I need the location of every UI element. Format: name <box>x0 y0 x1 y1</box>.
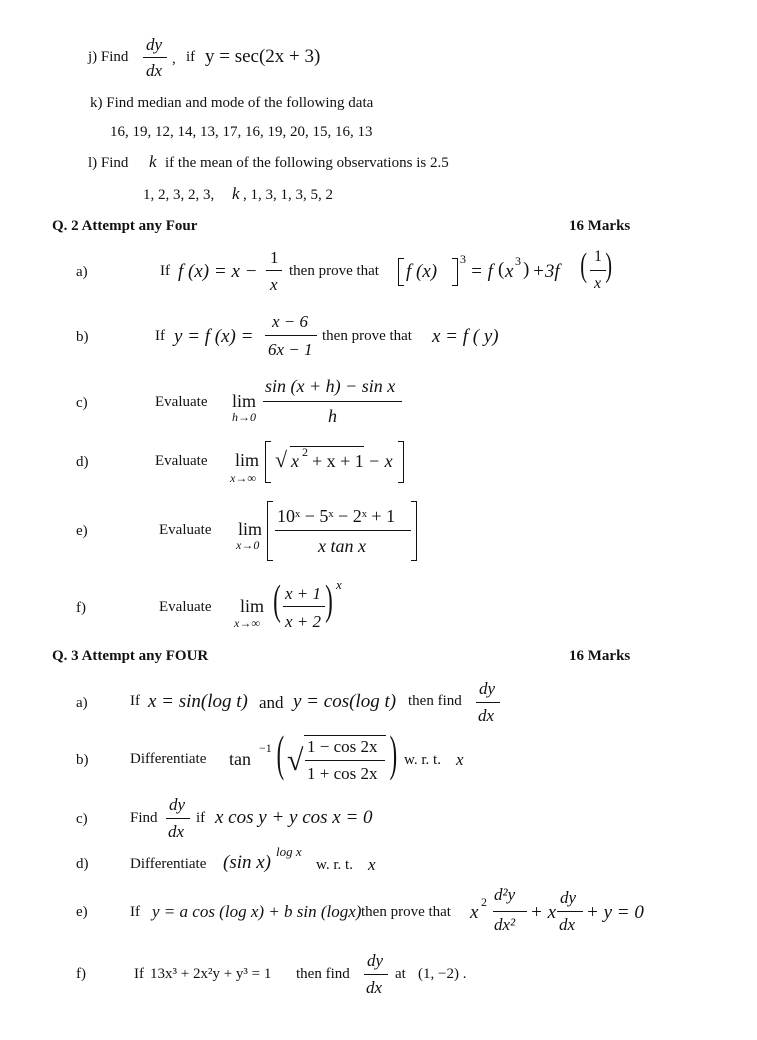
paren-open: ( <box>273 578 281 624</box>
fraction-denominator: x <box>270 275 278 294</box>
fraction-bar <box>263 401 402 402</box>
evaluate-text: Evaluate <box>159 522 212 538</box>
if-text: if <box>186 49 196 65</box>
wrt-text: w. r. t. <box>404 752 441 768</box>
item-label: d) <box>76 856 89 872</box>
fraction-denominator: dx² <box>494 915 516 934</box>
bracket-left <box>398 258 404 286</box>
fraction-bar <box>143 57 167 58</box>
item-label: a) <box>76 695 88 711</box>
point-value: (1, −2) . <box>418 966 467 982</box>
section-heading: Q. 3 Attempt any FOUR <box>52 648 209 664</box>
fraction-denominator: 6x − 1 <box>268 340 313 359</box>
if-text: If <box>160 263 170 279</box>
item-label: c) <box>76 395 88 411</box>
fraction-denominator: x tan x <box>318 536 366 556</box>
item-label: e) <box>76 904 88 920</box>
fraction-bar <box>364 974 388 975</box>
fraction-denominator: dx <box>168 822 185 841</box>
limit-subscript: x→∞ <box>230 471 256 485</box>
item-label: a) <box>76 264 88 280</box>
limit-subscript: x→∞ <box>234 616 260 630</box>
if-text: If <box>134 966 144 982</box>
fraction-bar <box>476 702 500 703</box>
item-label: f) <box>76 600 86 616</box>
item-label: c) <box>76 811 88 827</box>
bracket-right <box>452 258 458 286</box>
fraction-bar <box>265 335 317 336</box>
then-text: then find <box>296 966 350 982</box>
equation: x = f ( y) <box>432 326 499 347</box>
then-text: then prove that <box>289 263 379 279</box>
equation: f (x) = x − <box>178 261 258 282</box>
fraction-bar <box>266 270 282 271</box>
radicand: + x + 1 <box>312 451 364 471</box>
paren-close: ) <box>389 725 398 781</box>
evaluate-text: Evaluate <box>155 394 208 410</box>
sqrt-icon: √ <box>287 744 304 777</box>
fraction-bar <box>166 818 190 819</box>
variable: x <box>368 855 376 874</box>
radicand: x <box>291 451 299 471</box>
equation: y = sec(2x + 3) <box>205 46 321 67</box>
fraction-numerator: dy <box>479 679 496 698</box>
then-text: then prove that <box>322 328 412 344</box>
item-label: b) <box>76 752 89 768</box>
item-label: d) <box>76 454 89 470</box>
item-label: e) <box>76 523 88 539</box>
bracket-right <box>411 501 417 561</box>
fraction-numerator: sin (x + h) − sin x <box>265 376 396 396</box>
wrt-text: w. r. t. <box>316 857 353 873</box>
equation: x <box>470 902 479 923</box>
fraction-numerator: x − 6 <box>272 312 309 331</box>
paren-close: ) <box>523 259 530 280</box>
section-heading: Q. 2 Attempt any Four <box>52 218 198 234</box>
equation: = f <box>470 261 493 282</box>
bracket-left <box>265 441 271 483</box>
section-marks: 16 Marks <box>569 218 631 234</box>
paren-close: ) <box>605 247 613 284</box>
paren-open: ( <box>276 725 285 781</box>
exponent: 3 <box>460 252 466 266</box>
fraction-denominator: x <box>594 275 602 292</box>
fraction-denominator: dx <box>146 61 163 80</box>
fraction-denominator: h <box>328 406 337 426</box>
fraction-denominator: dx <box>478 706 495 725</box>
sqrt-icon: √ <box>275 447 288 472</box>
limit-operator: lim <box>235 450 260 470</box>
equation: 13x³ + 2x²y + y³ = 1 <box>150 966 272 982</box>
radical-bar <box>304 735 386 736</box>
fraction-numerator: x + 1 <box>285 584 322 603</box>
equation: − x <box>368 451 393 471</box>
if-text: If <box>130 904 140 920</box>
fraction-denominator: dx <box>366 978 383 997</box>
paren-open: ( <box>498 259 505 280</box>
exponent: 2 <box>302 445 308 459</box>
equation: x <box>505 261 514 282</box>
fraction-numerator: dy <box>169 795 186 814</box>
data-values: , 1, 3, 1, 3, 5, 2 <box>243 187 333 203</box>
item-label: j) Find <box>88 49 129 65</box>
then-text: then prove that <box>361 904 451 920</box>
limit-operator: lim <box>240 596 265 616</box>
find-text: Find <box>130 810 158 826</box>
equation: x = sin(log t) <box>148 691 248 712</box>
data-values: 16, 19, 12, 14, 13, 17, 16, 19, 20, 15, 16, 13 <box>110 124 373 140</box>
fraction-numerator: 10ˣ − 5ˣ − 2ˣ + 1 <box>277 506 396 526</box>
item-text: if the mean of the following observations is 2.5 <box>165 155 449 171</box>
equation: + x <box>530 902 557 923</box>
equation: y = a cos (log x) + b sin (logx) <box>152 902 362 921</box>
fraction-denominator: 1 + cos 2x <box>307 764 378 783</box>
at-text: at <box>395 966 406 982</box>
variable: x <box>456 750 464 769</box>
if-text: if <box>196 810 206 826</box>
equation: f (x) <box>406 261 438 282</box>
exponent: log x <box>276 844 302 859</box>
fraction-numerator: 1 <box>270 248 279 267</box>
item-label: f) <box>76 966 86 982</box>
fraction-numerator: d²y <box>494 885 516 904</box>
variable: k <box>149 152 157 171</box>
function-name: tan <box>229 749 251 769</box>
exponent: −1 <box>259 741 272 755</box>
bracket-left <box>267 501 273 561</box>
then-text: then find <box>408 693 462 709</box>
limit-operator: lim <box>238 519 263 539</box>
item-label: l) Find <box>88 155 129 171</box>
fraction-bar <box>557 911 583 912</box>
fraction-bar <box>305 760 385 761</box>
fraction-bar <box>283 606 325 607</box>
fraction-bar <box>493 911 527 912</box>
item-label: b) <box>76 329 89 345</box>
limit-operator: lim <box>232 391 257 411</box>
paren-open: ( <box>580 247 588 284</box>
fraction-numerator: dy <box>367 951 384 970</box>
exponent: 3 <box>515 254 521 268</box>
limit-subscript: x→0 <box>236 538 260 552</box>
evaluate-text: Evaluate <box>159 599 212 615</box>
differentiate-text: Differentiate <box>130 751 207 767</box>
evaluate-text: Evaluate <box>155 453 208 469</box>
fraction-numerator: 1 − cos 2x <box>307 737 378 756</box>
fraction-bar <box>275 530 411 531</box>
and-text: and <box>259 693 284 712</box>
exponent: 2 <box>481 895 487 909</box>
item-text: k) Find median and mode of the following data <box>90 95 374 111</box>
data-values: 1, 2, 3, 2, 3, <box>143 187 215 203</box>
bracket-right <box>398 441 404 483</box>
fraction-numerator: dy <box>560 888 577 907</box>
fraction-denominator: dx <box>559 915 576 934</box>
differentiate-text: Differentiate <box>130 856 207 872</box>
equation: y = f (x) = <box>174 326 254 347</box>
fraction-numerator: 1 <box>594 248 602 265</box>
fraction-bar <box>590 270 606 271</box>
if-text: If <box>130 693 140 709</box>
equation: (sin x) <box>223 852 272 873</box>
section-marks: 16 Marks <box>569 648 631 664</box>
if-text: If <box>155 328 165 344</box>
exponent: x <box>336 577 342 592</box>
paren-close: ) <box>325 578 333 624</box>
equation: + y = 0 <box>586 902 644 923</box>
equation: y = cos(log t) <box>293 691 397 712</box>
fraction-numerator: dy <box>146 35 163 54</box>
variable: k <box>232 184 240 203</box>
limit-subscript: h→0 <box>232 410 256 424</box>
equation: +3f <box>532 261 560 282</box>
comma: , <box>172 51 176 67</box>
equation: x cos y + y cos x = 0 <box>215 807 373 828</box>
fraction-denominator: x + 2 <box>285 612 322 631</box>
